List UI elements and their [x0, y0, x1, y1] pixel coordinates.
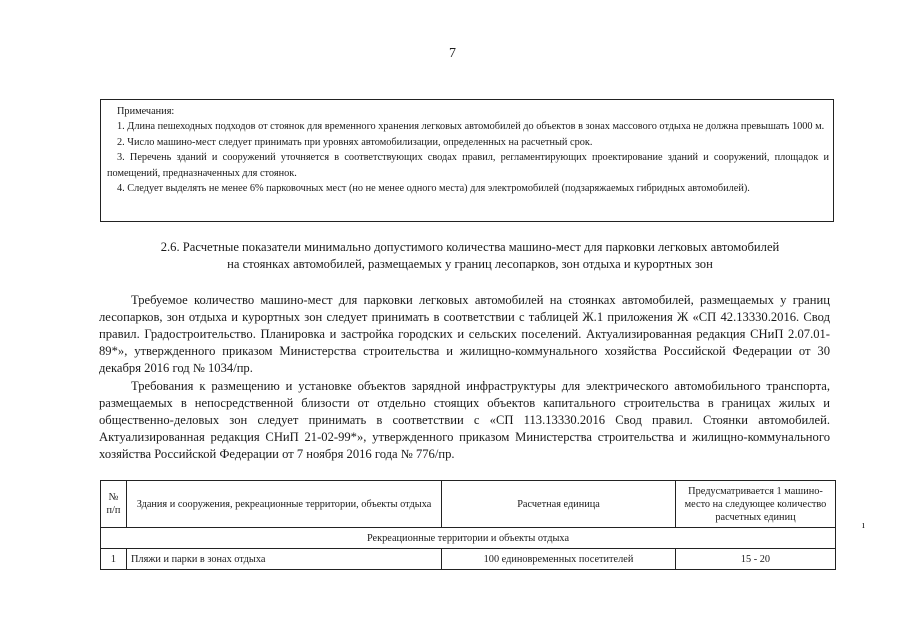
edge-mark: ı [862, 520, 865, 531]
header-norm: Предусматривается 1 машино-место на следующее количество расчетных единиц [676, 481, 836, 528]
parking-requirements-table [100, 480, 836, 570]
table-group-row [101, 528, 836, 549]
notes-box [100, 99, 834, 222]
body-paragraph: Требования к размещению и установке объектов зарядной инфраструктуры для электрического автомобильного транспорта, размещаемых в непосредственной близости от отдельно стоящих объектов капитального строительства в границах жилых и общественно-деловых зон следует принимать в соответствии с «СП 113.13330.2016 Свод правил. Стоянки автомобилей. Актуализированная редакция СНиП 21-02-99*», утвержденного приказом Министерства строительства и жилищно-коммунального хозяйства Российской Федерации от 7 ноября 2016 года № 776/пр. [99, 379, 830, 461]
page-number: 7 [449, 46, 456, 61]
section-heading-line: на стоянках автомобилей, размещаемых у границ лесопарков, зон отдыха и курортных зон [227, 257, 713, 271]
table-row [101, 549, 836, 570]
section-heading-line: 2.6. Расчетные показатели минимально допустимого количества машино-мест для парковки легковых автомобилей [160, 240, 780, 254]
cell-unit: 100 единовременных посетителей [442, 549, 676, 570]
note-item: 3. Перечень зданий и сооружений уточняется в соответствующих сводах правил, регламентирующих проектирование зданий и сооружений, площадок и помещений, предназначенных для стоянок. [107, 152, 829, 179]
note-item: 2. Число машино-мест следует принимать при уровнях автомобилизации, определенных на расчетный срок. [117, 136, 593, 148]
header-unit: Расчетная единица [442, 481, 676, 528]
body-paragraph: Требуемое количество машино-мест для парковки легковых автомобилей на стоянках автомобилей, размещаемых у границ лесопарков, зон отдыха и курортных зон следует принимать в соответствии с таблицей Ж.1 приложения Ж «СП 42.13330.2016. Свод правил. Градостроительство. Планировка и застройка городских и сельских поселений. Актуализированная редакция СНиП 2.07.01-89*», утвержденного приказом Министерства строительства и жилищно-коммунального хозяйства Российской Федерации от 30 декабря 2016 год № 1034/пр. [99, 293, 830, 375]
header-number: № п/п [101, 481, 127, 528]
note-item: 4. Следует выделять не менее 6% парковочных мест (но не менее одного места) для электромобилей (подзаряжаемых гибридных автомобилей). [117, 183, 750, 195]
note-item: 1. Длина пешеходных подходов от стоянок для временного хранения легковых автомобилей до объектов в зонах массового отдыха не должна превышать 1000 м. [117, 121, 825, 133]
notes-title: Примечания: [117, 106, 175, 117]
cell-norm: 15 - 20 [676, 549, 836, 570]
group-title: Рекреационные территории и объекты отдыха [101, 528, 836, 549]
cell-objects: Пляжи и парки в зонах отдыха [127, 549, 442, 570]
section-heading [110, 239, 830, 273]
table-header-row [101, 481, 836, 528]
cell-number: 1 [101, 549, 127, 570]
header-objects: Здания и сооружения, рекреационные территории, объекты отдыха [127, 481, 442, 528]
